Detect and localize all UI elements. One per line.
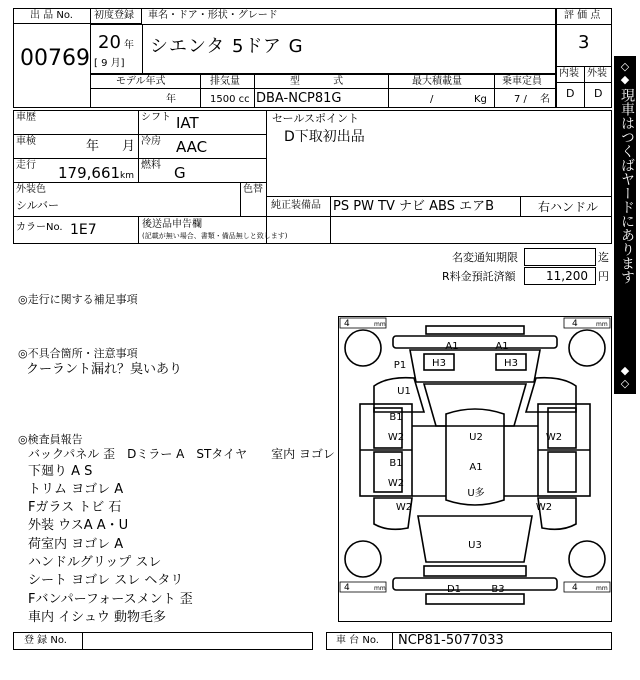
car-name: シエンタ 5ドア G <box>150 36 304 57</box>
steering: 右ハンドル <box>538 200 599 214</box>
damage-mark: H3 <box>432 358 446 369</box>
damage-mark: B1 <box>389 458 403 469</box>
inspector-title: ◎検査員報告 <box>18 433 83 446</box>
repaint-label: 色替 <box>243 184 263 195</box>
name-change-unit: 迄 <box>598 251 609 264</box>
lot-no: 00769 <box>20 46 90 71</box>
tire-fl-unit: mm <box>374 321 386 328</box>
history-label: 車歴 <box>16 112 36 123</box>
chassis-label: 車 台 No. <box>336 635 379 646</box>
damage-mark: U1 <box>397 386 411 397</box>
inspector-line: Fバンパーフォースメント 歪 <box>28 592 193 607</box>
damage-mark: U2 <box>469 432 483 443</box>
name-change-box <box>524 248 596 266</box>
damage-mark: H3 <box>504 358 518 369</box>
score: 3 <box>578 32 590 53</box>
interior-label: 内装 <box>559 68 579 79</box>
damage-mark: W2 <box>535 502 553 513</box>
first-reg-month: [ 9 月] <box>94 58 125 69</box>
after-declare-label: 後送品申告欄 <box>142 219 202 230</box>
car-outline <box>340 318 610 604</box>
tire-fl-label: 4 <box>344 319 350 329</box>
ac-label: 冷房 <box>141 136 161 147</box>
model-year-unit: 年 <box>166 94 176 105</box>
displacement: 1500 cc <box>210 94 250 105</box>
side-banner-text: 現車はつくばヤードにあります <box>619 88 635 284</box>
mileage-label: 走行 <box>16 160 36 171</box>
recycle-unit: 円 <box>598 270 609 283</box>
damage-mark: B3 <box>491 584 505 595</box>
fuel-label: 燃料 <box>141 160 161 171</box>
model-code: DBA-NCP81G <box>256 91 342 106</box>
shift: IAT <box>176 114 199 132</box>
damage-mark: W2 <box>387 478 405 489</box>
first-reg-year-unit: 年 <box>124 40 134 51</box>
interior-grade: D <box>566 87 575 100</box>
defect-title: ◎不具合箇所・注意事項 <box>18 347 138 360</box>
color-no-label: カラーNo. <box>16 222 63 233</box>
damage-mark: W2 <box>545 432 563 443</box>
inspector-line: トリム ヨゴレ A <box>28 482 124 497</box>
inspector-line: 荷室内 ヨゴレ A <box>28 537 124 552</box>
damage-mark: U多 <box>467 488 485 499</box>
inspection-year-unit: 年 <box>86 139 100 154</box>
inspector-line: バックパネル 歪 Dミラー A STタイヤ 室内 ヨゴレ <box>28 447 335 461</box>
reg-no-label: 登 録 No. <box>24 635 67 646</box>
defect-text: クーラント漏れ？臭いあり <box>26 362 183 377</box>
inspector-line: ハンドルグリップ スレ <box>28 555 162 570</box>
damage-mark: W2 <box>387 432 405 443</box>
damage-mark: A1 <box>469 462 483 473</box>
lot-no-label: 出 品 No. <box>30 10 73 21</box>
car-diagram <box>338 316 612 622</box>
recycle-label: R料金預託済額 <box>442 270 516 283</box>
fuel: G <box>174 164 186 182</box>
name-change-label: 名変通知期限 <box>452 251 518 264</box>
damage-mark: A1 <box>495 341 509 352</box>
sales-point-label: セールスポイント <box>272 112 360 125</box>
mileage-unit: km <box>120 171 134 181</box>
after-declare-note: (記載が無い場合、書類・備品無しと致します) <box>142 232 288 240</box>
tire-rl-unit: mm <box>374 585 386 592</box>
car-name-label: 車名・ドア・形状・グレード <box>148 10 278 21</box>
equipment: PS PW TV ナビ ABS エアB <box>333 199 495 214</box>
recycle-value: 11,200 <box>546 269 588 283</box>
inspector-line: 車内 イシュウ 動物毛多 <box>28 610 167 625</box>
inspector-line: Fガラス トビ 石 <box>28 500 122 515</box>
inspection-month-unit: 月 <box>122 139 136 154</box>
ext-color: シルバー <box>16 199 59 212</box>
shift-label: シフト <box>141 112 171 123</box>
equipment-label: 純正装備品 <box>271 200 321 211</box>
model-year-label: モデル年式 <box>116 76 166 87</box>
capacity: 7 / <box>514 94 527 105</box>
model-label: 型 式 <box>290 76 344 87</box>
exterior-label: 外装 <box>587 68 607 79</box>
damage-mark: U3 <box>468 540 482 551</box>
damage-mark: W2 <box>395 502 413 513</box>
damage-mark: B1 <box>389 412 403 423</box>
tire-rr-unit: mm <box>596 585 608 592</box>
damage-mark: D1 <box>446 584 462 595</box>
ext-color-label: 外装色 <box>16 184 46 195</box>
score-label: 評 価 点 <box>564 10 601 21</box>
ac: AAC <box>176 138 208 156</box>
tire-fr-unit: mm <box>596 321 608 328</box>
chassis-no: NCP81-5077033 <box>398 633 504 648</box>
tire-fr-label: 4 <box>572 319 578 329</box>
damage-mark: P1 <box>393 360 407 371</box>
inspector-line: 外装 ウスA A・U <box>28 518 129 533</box>
inspection-label: 車検 <box>16 136 36 147</box>
first-reg-year: 20 <box>98 32 121 53</box>
sales-point: D下取初出品 <box>284 129 365 145</box>
exterior-grade: D <box>594 87 603 100</box>
damage-mark: A1 <box>445 341 459 352</box>
first-reg-label: 初度登録 <box>94 10 134 21</box>
capacity-unit: 名 <box>540 94 550 105</box>
color-no: 1E7 <box>70 222 97 238</box>
tire-rl-label: 4 <box>344 583 350 593</box>
max-load: / <box>430 94 434 105</box>
displacement-label: 排気量 <box>210 76 240 87</box>
tire-rr-label: 4 <box>572 583 578 593</box>
max-load-unit: Kg <box>474 94 487 105</box>
max-load-label: 最大積載量 <box>412 76 462 87</box>
inspector-line: シート ヨゴレ スレ ヘタリ <box>28 573 184 588</box>
banner-diamond-top: ◇ ◆ <box>620 60 630 86</box>
mileage: 179,661 <box>58 164 121 182</box>
banner-diamond-bottom: ◆ ◇ <box>620 364 630 390</box>
driving-title: ◎走行に関する補足事項 <box>18 293 138 306</box>
inspector-line: 下廻り A S <box>28 464 93 479</box>
capacity-label: 乗車定員 <box>502 76 542 87</box>
